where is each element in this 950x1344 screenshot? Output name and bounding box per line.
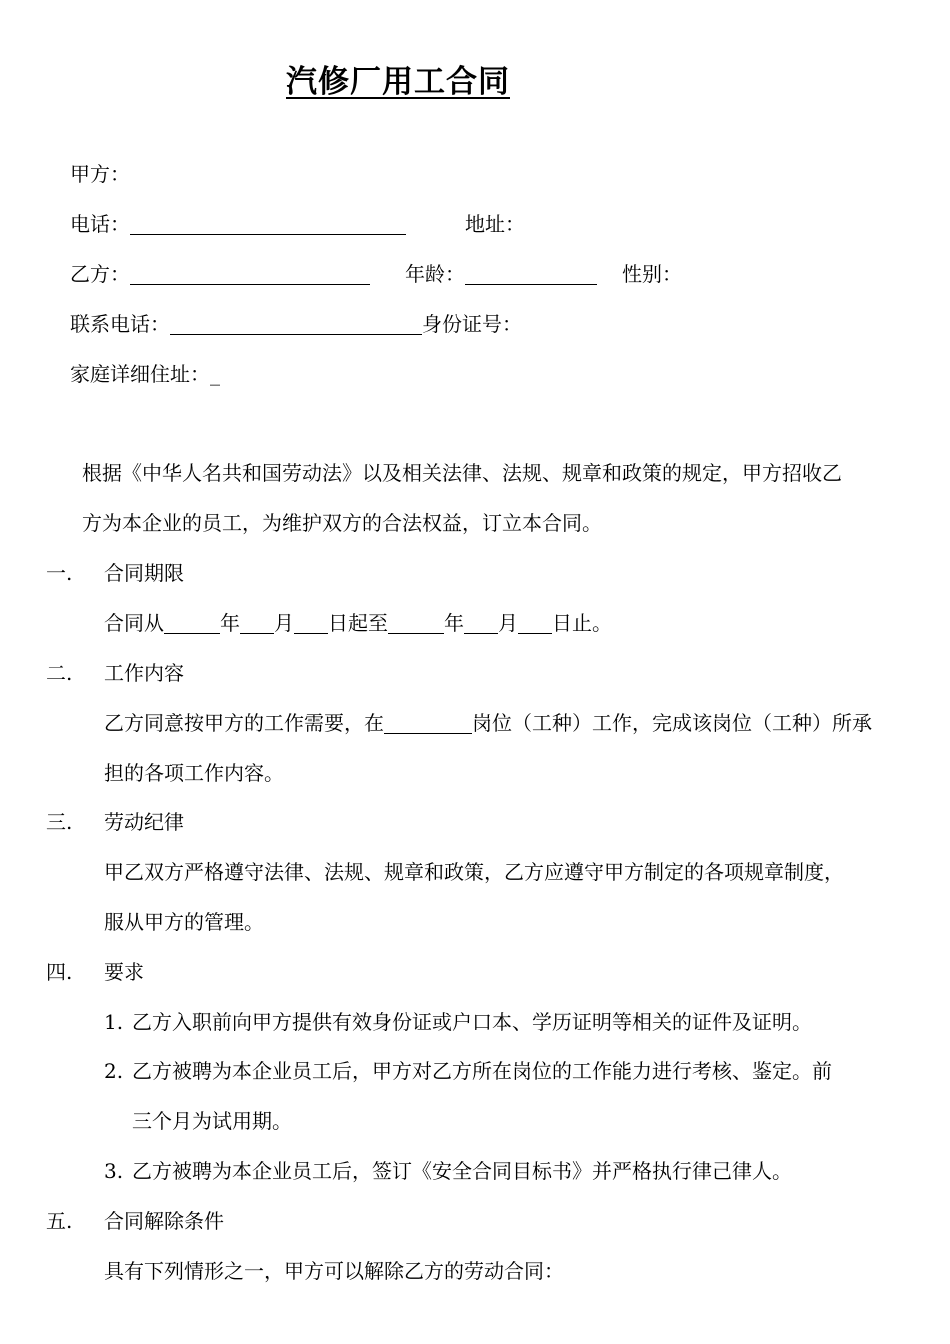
requirement-2-text: 乙方被聘为本企业员工后，甲方对乙方所在岗位的工作能力进行考核、鉴定。前 bbox=[132, 1059, 832, 1083]
party-a-row bbox=[70, 160, 130, 188]
phone-label: 电话： bbox=[70, 212, 130, 236]
work-content-line-2: 担的各项工作内容。 bbox=[104, 761, 284, 785]
requirement-2-text-cont: 三个月为试用期。 bbox=[132, 1109, 292, 1133]
requirement-1-text: 乙方入职前向甲方提供有效身份证或户口本、学历证明等相关的证件及证明。 bbox=[132, 1010, 812, 1034]
section-3-heading: 劳动纪律 bbox=[104, 810, 184, 834]
term-from: 合同从 bbox=[104, 611, 164, 635]
section-2-number: 二. bbox=[46, 661, 73, 685]
phone-blank[interactable] bbox=[130, 214, 406, 235]
term-month-2: 月 bbox=[498, 611, 518, 635]
term-year-1: 年 bbox=[220, 611, 240, 635]
end-year-blank[interactable] bbox=[388, 613, 444, 634]
id-number-label: 身份证号： bbox=[422, 312, 522, 336]
section-5-heading: 合同解除条件 bbox=[104, 1209, 224, 1233]
section-1-heading: 合同期限 bbox=[104, 561, 184, 585]
gender-row bbox=[622, 260, 682, 288]
document-title: 汽修厂用工合同 bbox=[286, 64, 510, 100]
start-month-blank[interactable] bbox=[240, 613, 274, 634]
home-address-blank[interactable]: _ bbox=[210, 362, 220, 386]
age-row bbox=[405, 260, 597, 288]
age-blank[interactable] bbox=[465, 264, 597, 285]
party-b-row bbox=[70, 260, 370, 288]
party-a-label: 甲方： bbox=[70, 162, 130, 186]
party-b-label: 乙方： bbox=[70, 262, 130, 286]
preamble-line-1: 根据《中华人名共和国劳动法》以及相关法律、法规、规章和政策的规定，甲方招收乙 bbox=[82, 461, 842, 485]
work-content-text-a: 乙方同意按甲方的工作需要，在 bbox=[104, 711, 384, 735]
termination-intro: 具有下列情形之一，甲方可以解除乙方的劳动合同： bbox=[104, 1259, 564, 1283]
end-day-blank[interactable] bbox=[518, 613, 552, 634]
position-blank[interactable] bbox=[384, 713, 472, 734]
address-label: 地址： bbox=[465, 212, 525, 236]
phone-row bbox=[70, 210, 406, 238]
home-address-row bbox=[70, 360, 220, 388]
work-content-text-b: 岗位（工种）工作，完成该岗位（工种）所承 bbox=[472, 711, 872, 735]
term-month-1: 月 bbox=[274, 611, 294, 635]
work-content-line-1 bbox=[104, 709, 872, 737]
section-3-number: 三. bbox=[46, 810, 73, 834]
contact-phone-label: 联系电话： bbox=[70, 312, 170, 336]
section-5-number: 五. bbox=[46, 1209, 73, 1233]
requirement-1-number: 1. bbox=[104, 1010, 124, 1034]
gender-label: 性别： bbox=[622, 262, 682, 286]
discipline-line-1: 甲乙双方严格遵守法律、法规、规章和政策，乙方应遵守甲方制定的各项规章制度， bbox=[104, 860, 844, 884]
requirement-2-number: 2. bbox=[104, 1059, 124, 1083]
term-year-2: 年 bbox=[444, 611, 464, 635]
end-month-blank[interactable] bbox=[464, 613, 498, 634]
address-row bbox=[465, 210, 525, 238]
home-address-label: 家庭详细住址： bbox=[70, 362, 210, 386]
term-day-to: 日起至 bbox=[328, 611, 388, 635]
section-4-number: 四. bbox=[46, 960, 73, 984]
contract-term-line bbox=[104, 609, 612, 637]
requirement-3-text: 乙方被聘为本企业员工后，签订《安全合同目标书》并严格执行律己律人。 bbox=[132, 1159, 792, 1183]
section-1-number: 一. bbox=[46, 561, 73, 585]
contact-row bbox=[70, 310, 522, 338]
start-day-blank[interactable] bbox=[294, 613, 328, 634]
discipline-line-2: 服从甲方的管理。 bbox=[104, 910, 264, 934]
contact-phone-blank[interactable] bbox=[170, 314, 422, 335]
start-year-blank[interactable] bbox=[164, 613, 220, 634]
section-2-heading: 工作内容 bbox=[104, 661, 184, 685]
age-label: 年龄： bbox=[405, 262, 465, 286]
preamble-line-2: 方为本企业的员工，为维护双方的合法权益，订立本合同。 bbox=[82, 511, 602, 535]
party-b-blank[interactable] bbox=[130, 264, 370, 285]
requirement-3-number: 3. bbox=[104, 1159, 124, 1183]
term-day-end: 日止。 bbox=[552, 611, 612, 635]
section-4-heading: 要求 bbox=[104, 960, 144, 984]
